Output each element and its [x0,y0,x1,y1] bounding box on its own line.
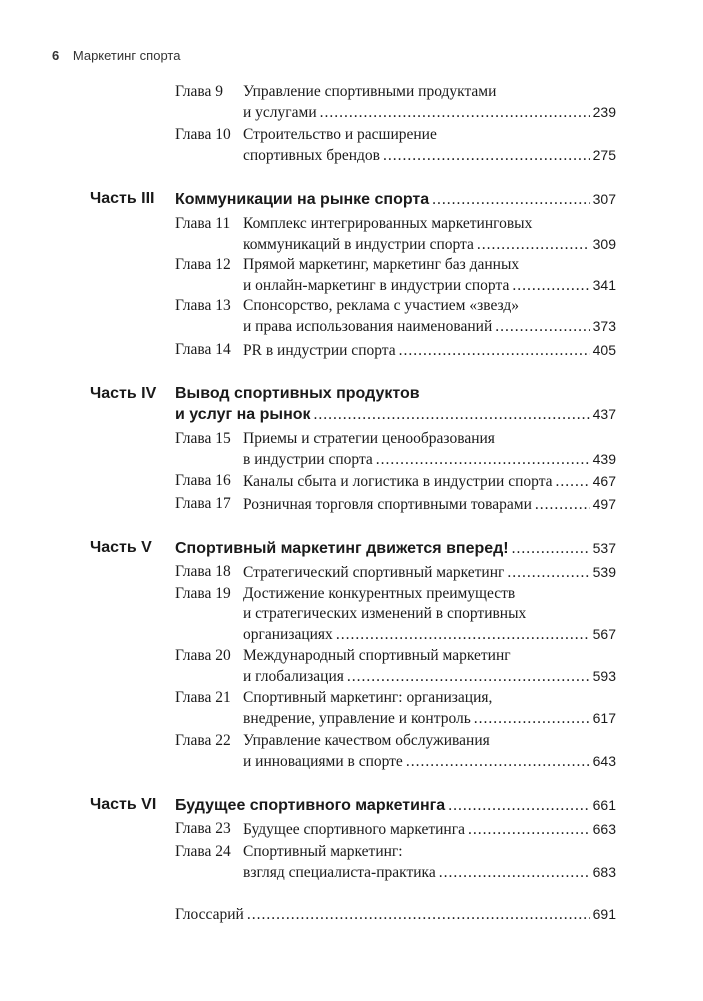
chapter-15-label: Глава 15 [175,430,231,447]
chapter-22-title-line1: Управление качеством обслуживания [243,732,490,749]
chapter-20-entry[interactable] [243,666,616,687]
chapter-19-page: 567 [592,626,616,642]
chapter-11-label: Глава 11 [175,215,231,232]
chapter-9-title-line1: Управление спортивными продуктами [243,83,497,100]
chapter-12-page: 341 [592,277,616,293]
chapter-17-page: 497 [592,496,616,512]
leader-dots [314,405,590,425]
chapter-10-title-line2: спортивных брендов [243,147,380,164]
chapter-18-label: Глава 18 [175,563,231,580]
chapter-22-label: Глава 22 [175,732,231,749]
chapter-24-entry[interactable] [243,862,616,883]
chapter-16-page: 467 [592,473,616,489]
leader-dots [247,905,590,925]
part-6-label: Часть VI [90,796,157,813]
chapter-10-title-line1: Строительство и расширение [243,126,437,143]
chapter-16-title-line1: Каналы сбыта и логистика в индустрии спорта [243,473,553,490]
chapter-24-title-line1: Спортивный маркетинг: [243,843,403,860]
chapter-17-label: Глава 17 [175,495,231,512]
chapter-15-entry[interactable] [243,449,616,470]
chapter-18-page: 539 [592,564,616,580]
leader-dots [406,752,590,772]
chapter-12-title-line2: и онлайн-маркетинг в индустрии спорта [243,277,510,294]
chapter-9-page: 239 [592,104,616,120]
chapter-13-title-line1: Спонсорство, реклама с участием «звезд» [243,297,519,314]
leader-dots [474,709,590,729]
part-4-page: 437 [592,406,616,422]
chapter-13-entry[interactable] [243,316,616,337]
chapter-14-page: 405 [592,342,616,358]
part-5-page: 537 [592,540,616,556]
chapter-19-title-line1: Достижение конкурентных преимуществ [243,585,516,602]
chapter-10-page: 275 [592,147,616,163]
chapter-12-label: Глава 12 [175,256,231,273]
part-5-label: Часть V [90,539,152,556]
chapter-19-entry[interactable] [243,624,616,645]
chapter-20-label: Глава 20 [175,647,231,664]
leader-dots [376,450,590,470]
glossary-entry[interactable] [175,904,616,925]
part-6-entry[interactable] [175,795,616,816]
chapter-21-entry[interactable] [243,708,616,729]
leader-dots [383,146,590,166]
leader-dots [432,190,590,210]
chapter-19-title-line3: организациях [243,626,333,643]
part-5-entry[interactable] [175,538,616,559]
chapter-9-entry[interactable] [243,102,616,123]
chapter-18-entry[interactable] [243,562,616,583]
part-4-title-line2: и услуг на рынок [175,406,311,423]
leader-dots [439,863,590,883]
part-3-entry[interactable] [175,189,616,210]
chapter-17-title-line1: Розничная торговля спортивными товарами [243,496,532,513]
running-title: Маркетинг спорта [72,48,181,63]
chapter-20-page: 593 [592,668,616,684]
chapter-23-title-line1: Будущее спортивного маркетинга [243,821,465,838]
chapter-11-entry[interactable] [243,234,616,255]
chapter-13-label: Глава 13 [175,297,231,314]
leader-dots [320,103,590,123]
leader-dots [477,235,590,255]
chapter-20-title-line1: Международный спортивный маркетинг [243,647,511,664]
leader-dots [512,539,590,559]
chapter-22-title-line2: и инновациями в спорте [243,753,403,770]
leader-dots [556,472,590,492]
chapter-15-title-line2: в индустрии спорта [243,451,373,468]
leader-dots [535,495,590,515]
chapter-19-label: Глава 19 [175,585,231,602]
chapter-12-title-line1: Прямой маркетинг, маркетинг баз данных [243,256,520,273]
chapter-19-title-line2: и стратегических изменений в спортивных [243,605,527,622]
chapter-23-entry[interactable] [243,819,616,840]
part-6-page: 661 [592,797,616,813]
chapter-9-label: Глава 9 [175,83,224,100]
part-4-title-line1: Вывод спортивных продуктов [175,385,420,402]
chapter-13-title-line2: и права использования наименований [243,318,493,335]
chapter-11-title-line2: коммуникаций в индустрии спорта [243,236,474,253]
chapter-14-label: Глава 14 [175,341,231,358]
chapter-15-title-line1: Приемы и стратегии ценообразования [243,430,495,447]
chapter-20-title-line2: и глобализация [243,668,344,685]
chapter-10-entry[interactable] [243,145,616,166]
chapter-14-entry[interactable] [243,340,616,361]
chapter-22-page: 643 [592,753,616,769]
leader-dots [448,796,589,816]
glossary-page: 691 [592,906,616,922]
chapter-15-page: 439 [592,451,616,467]
part-5-title: Спортивный маркетинг движется вперед! [175,540,509,557]
chapter-22-entry[interactable] [243,751,616,772]
chapter-18-title-line1: Стратегический спортивный маркетинг [243,564,505,581]
leader-dots [512,276,589,296]
part-4-label: Часть IV [90,385,157,402]
chapter-17-entry[interactable] [243,494,616,515]
chapter-16-label: Глава 16 [175,472,231,489]
part-3-title: Коммуникации на рынке спорта [175,191,430,208]
chapter-11-page: 309 [592,236,616,252]
leader-dots [468,820,590,840]
chapter-14-title-line1: PR в индустрии спорта [243,342,396,359]
chapter-12-entry[interactable] [243,275,616,296]
glossary-label: Глоссарий [175,906,244,923]
chapter-21-title-line1: Спортивный маркетинг: организация, [243,689,493,706]
leader-dots [399,341,590,361]
part-3-page: 307 [592,191,616,207]
chapter-23-page: 663 [592,821,616,837]
chapter-24-label: Глава 24 [175,843,231,860]
part-4-entry[interactable] [175,404,616,425]
chapter-21-title-line2: внедрение, управление и контроль [243,710,471,727]
chapter-11-title-line1: Комплекс интегрированных маркетинговых [243,215,533,232]
chapter-24-title-line2: взгляд специалиста-практика [243,864,436,881]
part-6-title: Будущее спортивного маркетинга [175,797,446,814]
chapter-10-label: Глава 10 [175,126,231,143]
chapter-24-page: 683 [592,864,616,880]
chapter-21-page: 617 [592,710,616,726]
leader-dots [507,563,589,583]
page-number: 6 [52,48,60,63]
chapter-16-entry[interactable] [243,471,616,492]
leader-dots [336,625,590,645]
part-3-label: Часть III [90,190,155,207]
chapter-13-page: 373 [592,318,616,334]
chapter-9-title-line2: и услугами [243,104,317,121]
chapter-23-label: Глава 23 [175,820,231,837]
leader-dots [347,667,590,687]
chapter-21-label: Глава 21 [175,689,231,706]
leader-dots [495,317,589,337]
